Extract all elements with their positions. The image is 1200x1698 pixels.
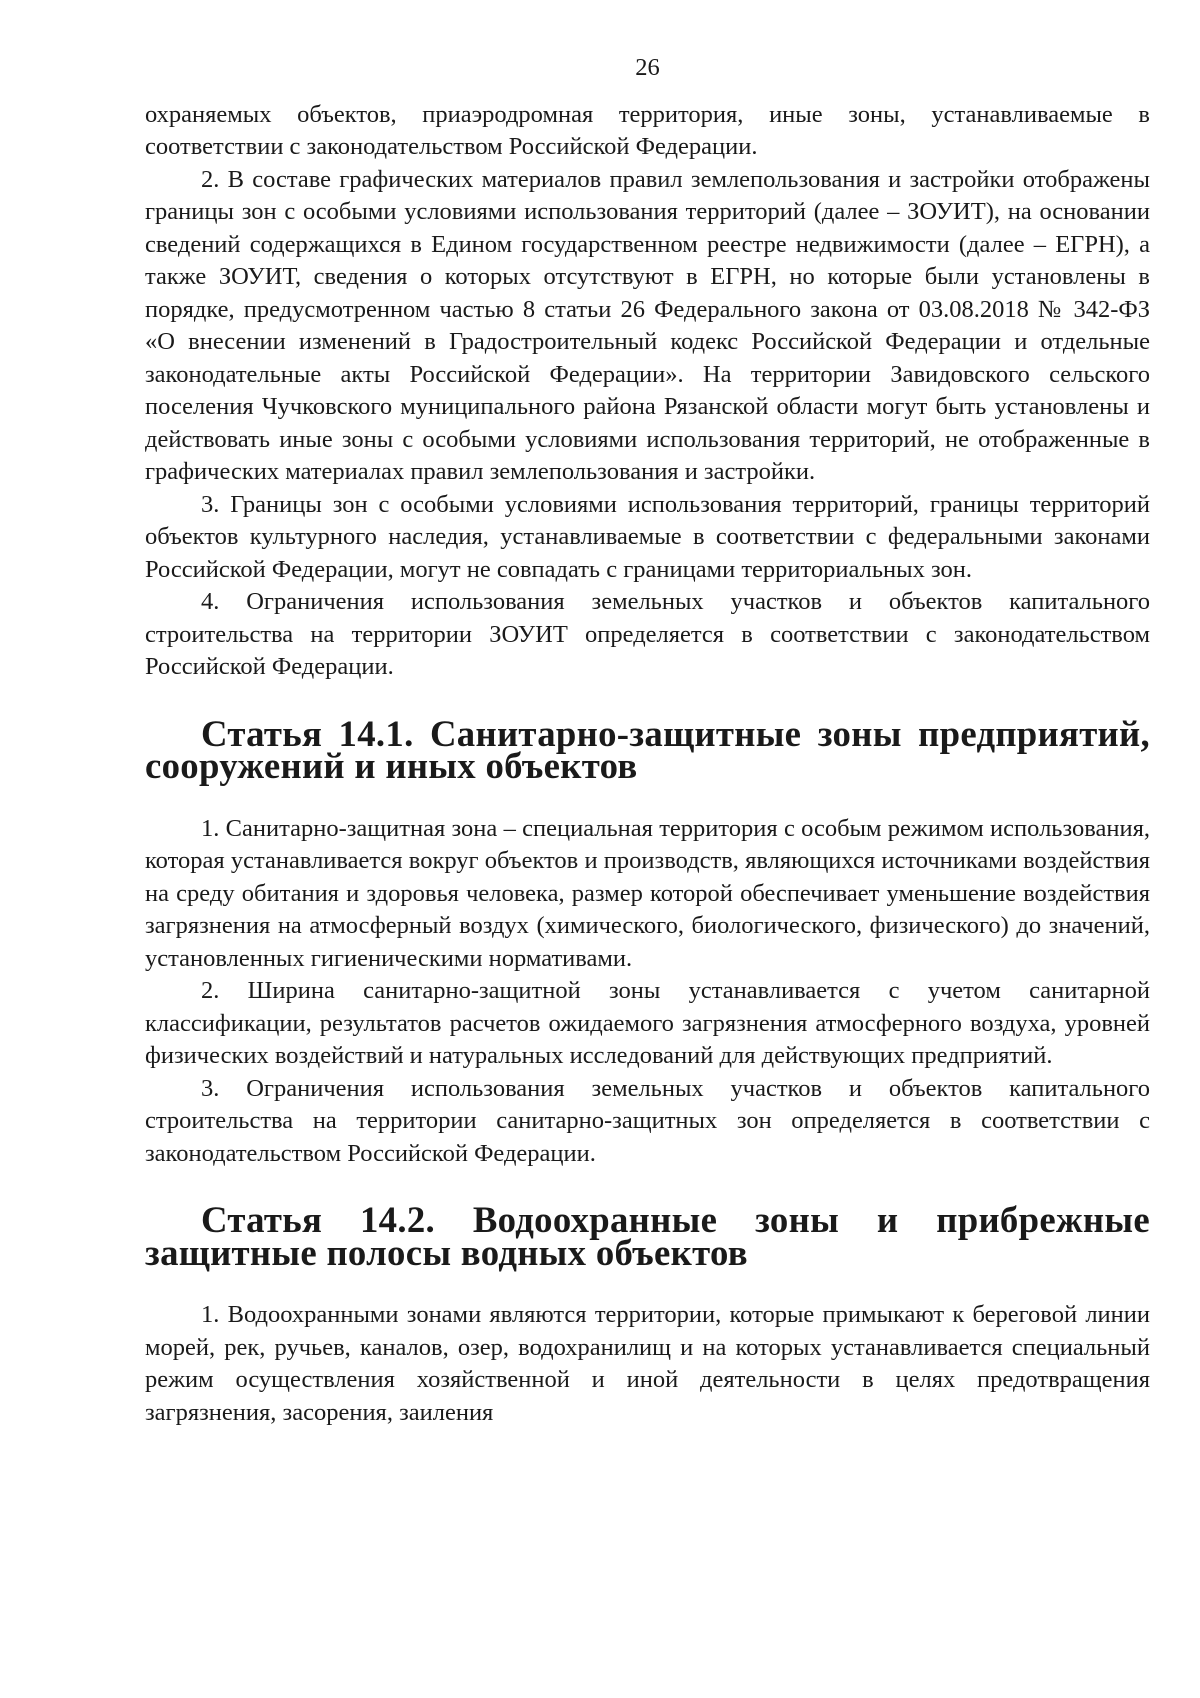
- article-14-2-heading: Статья 14.2. Водоохранные зоны и прибрежные защитные полосы водных объектов: [145, 1199, 1150, 1273]
- article-14-1-paragraph-3: 3. Ограничения использования земельных участков и объектов капитального строительства на территории санитарно-защитных зон определяется в соответствии с законодательством Российской Федерации.: [145, 1074, 1150, 1167]
- intro-paragraph-4: 4. Ограничения использования земельных участков и объектов капитального строительства на территории ЗОУИТ определяется в соответствии с законодательством Российской Федерации.: [145, 588, 1150, 680]
- intro-paragraph-3: 3. Границы зон с особыми условиями использования территорий, границы территорий объектов культурного наследия, устанавливаемые в соответствии с федеральными законами Российской Федерации, могут не совпадать с границами территориальных зон.: [145, 490, 1150, 583]
- article-14-1-paragraph-2: 2. Ширина санитарно-защитной зоны устанавливается с учетом санитарной классификации, результатов расчетов ожидаемого загрязнения атмосферного воздуха, уровней физических воздействий и натуральных исследований для действующих предприятий.: [145, 977, 1150, 1069]
- article-14-2-paragraph-1: 1. Водоохранными зонами являются территории, которые примыкают к береговой линии морей, рек, ручьев, каналов, озер, водохранилищ и на которых устанавливается специальный режим осуществления хозяйственной и иной деятельности в целях предотвращения загрязнения, засорения, заиления: [145, 1301, 1150, 1426]
- article-14-1-paragraph-1: 1. Санитарно-защитная зона – специальная территория с особым режимом использования, которая устанавливается вокруг объектов и производств, являющихся источниками воздействия на среду обитания и здоровья человека, размер которой обеспечивает уменьшение воздействия загрязнения на атмосферный воздух (химического, биологического, физического) до значений, установленных гигиеническими нормативами.: [145, 814, 1150, 972]
- page-number: 26: [635, 54, 660, 81]
- intro-paragraph-1: охраняемых объектов, приаэродромная территория, иные зоны, устанавливаемые в соответствии с законодательством Российской Федерации.: [145, 100, 1150, 160]
- article-14-1-heading: Статья 14.1. Санитарно-защитные зоны предприятий, сооружений и иных объектов: [145, 712, 1150, 786]
- intro-paragraph-2: 2. В составе графических материалов правил землепользования и застройки отображены границы зон с особыми условиями использования территорий (далее – ЗОУИТ), на основании сведений содержащихся в Едином государственном реестре недвижимости (далее – ЕГРН), а также ЗОУИТ, сведения о которых отсутствуют в ЕГРН, но которые были установлены в порядке, предусмотренном частью 8 статьи 26 Федерального закона от 03.08.2018 № 342-ФЗ «О внесении изменений в Градостроительный кодекс Российской Федерации и отдельные законодательные акты Российской Федерации». На территории Завидовского сельского поселения Чучковского муниципального района Рязанской области могут быть установлены и действовать иные зоны с особыми условиями использования территорий, не отображенные в графических материалах правил землепользования и застройки.: [145, 165, 1150, 485]
- document-page: [145, 52, 1150, 1429]
